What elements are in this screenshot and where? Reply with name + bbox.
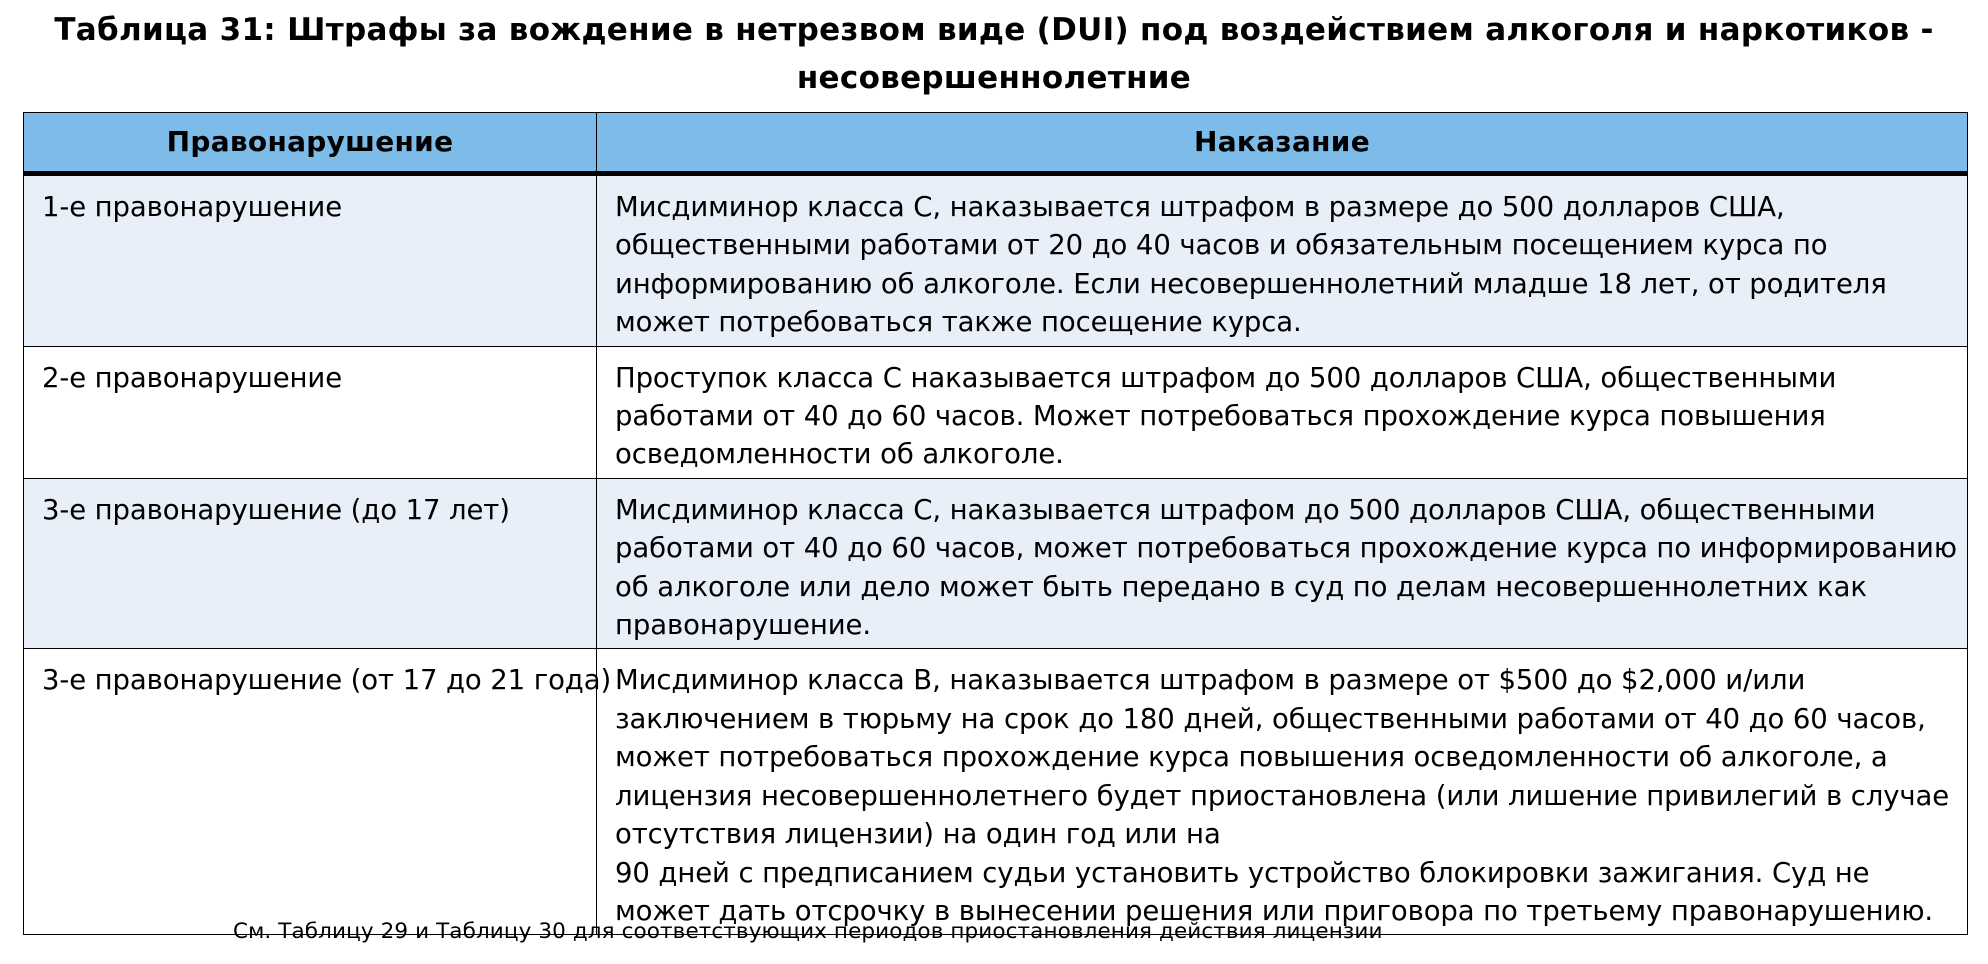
penalty-cell: Мисдиминор класса С, наказывается штрафом в размере до 500 долларов США, общественными работами от 20 до 40 часов и обязательным посещением курса по информированию об алкоголе. Если несовершеннолетний младше 18 лет, от родителя может потребоваться также посещение курса. <box>597 174 1968 347</box>
offense-cell: 2-е правонарушение <box>24 346 597 478</box>
table-title-line2: несовершеннолетние <box>796 60 1192 96</box>
footnote: См. Таблицу 29 и Таблицу 30 для соответствующих периодов приостановления действия лицензии <box>233 919 1383 944</box>
penalties-table <box>23 112 1968 935</box>
offense-cell: 3-е правонарушение (от 17 до 21 года) <box>24 649 597 935</box>
penalty-text-part1: Мисдиминор класса В, наказывается штрафом в размере от $500 до $2,000 и/или заключением в тюрьму на срок до 180 дней, общественными работами от 40 до 60 часов, может потребоваться прохождение курса повышения осведомленности об алкоголе, а лицензия несовершеннолетнего будет приостановлена (или лишение привилегий в случае отсутствия лицензии) на один год или на <box>615 664 1950 851</box>
column-header-penalty: Наказание <box>597 113 1968 174</box>
table-row <box>24 346 1968 478</box>
table-header-row <box>24 113 1968 174</box>
penalty-cell <box>597 649 1968 935</box>
penalty-cell: Мисдиминор класса С, наказывается штрафом до 500 долларов США, общественными работами от 40 до 60 часов, может потребоваться прохождение курса по информированию об алкоголе или дело может быть передано в суд по делам несовершеннолетних как правонарушение. <box>597 478 1968 649</box>
table-row <box>24 478 1968 649</box>
offense-cell: 1-е правонарушение <box>24 174 597 347</box>
table-row <box>24 649 1968 935</box>
column-header-offense: Правонарушение <box>24 113 597 174</box>
penalty-text-part2: 90 дней с предписанием судьи установить устройство блокировки зажигания. Суд не может дать отсрочку в вынесении решения или приговора по третьему правонарушению. <box>615 856 1934 927</box>
offense-cell: 3-е правонарушение (до 17 лет) <box>24 478 597 649</box>
penalty-cell: Проступок класса С наказывается штрафом до 500 долларов США, общественными работами от 40 до 60 часов. Может потребоваться прохождение курса повышения осведомленности об алкоголе. <box>597 346 1968 478</box>
table-row <box>24 174 1968 347</box>
table-title-line1: Таблица 31: Штрафы за вождение в нетрезвом виде (DUI) под воздействием алкоголя и наркотиков - <box>54 12 1934 48</box>
table-title <box>24 6 1964 102</box>
